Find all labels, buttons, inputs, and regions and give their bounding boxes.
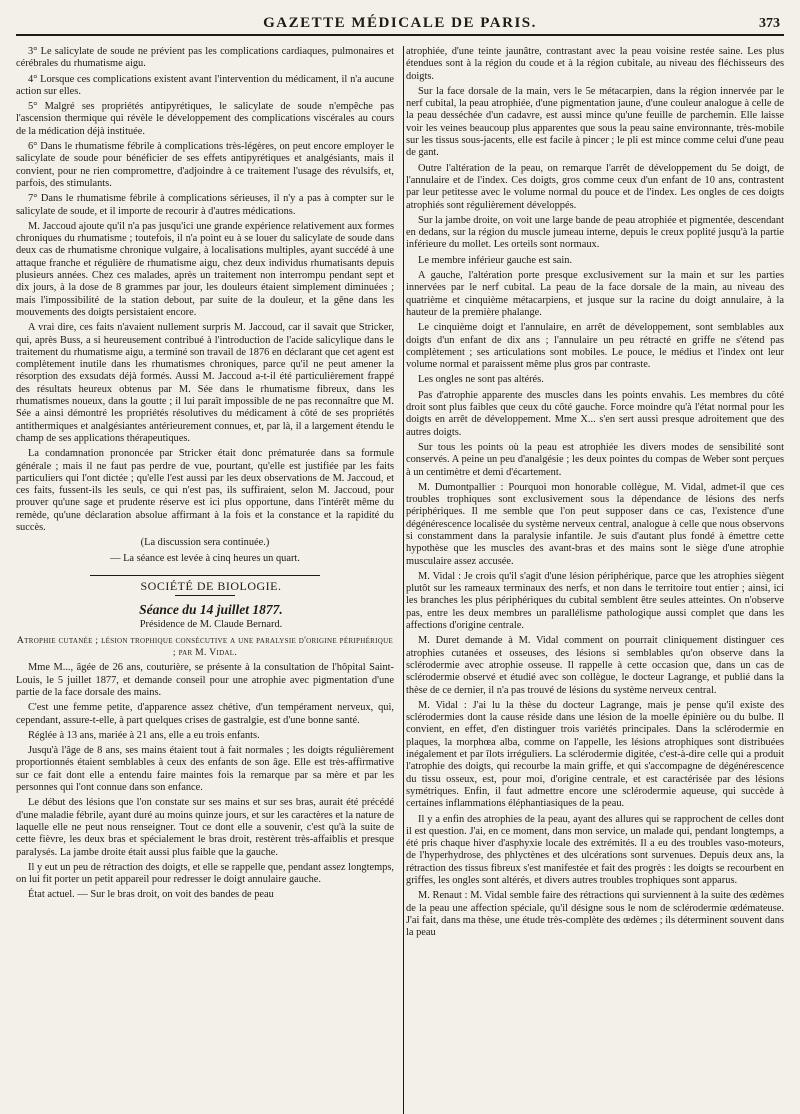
paragraph: Le début des lésions que l'on constate sur ses mains et sur ses bras, aurait été précédé d'une maladie fébrile, ayant duré au moins quinze jours, et sur les caractères et la nature de laquelle elle ne peut nous renseigner. Tout ce dont elle a souvenir, c'est qu'à la suite de cette fièvre, les deux bras et spécialement le bras droit, restèrent très-affaiblis et presque paralysés. La jambe droite était aussi plus faible que la gauche. (16, 797, 394, 858)
section-rule (90, 575, 320, 576)
paragraph: Il y eut un peu de rétraction des doigts, et elle se rappelle que, pendant assez longtemps, on lui fit porter un petit appareil pour redresser le doigt annulaire gauche. (16, 861, 394, 886)
paragraph: Jusqu'à l'âge de 8 ans, ses mains étaient tout à fait normales ; les doigts régulièrement proportionnés étaient semblables à ceux des enfants de son âge. Elle est très-affirmative sur ce fait dont elle a entendu faire maintes fois la remarque par sa mère et par les personnes qui l'ont connue dans son enfance. (16, 745, 394, 794)
paragraph: Le cinquième doigt et l'annulaire, en arrêt de développement, sont semblables aux doigts d'un enfant de dix ans ; l'annulaire un peu rétracté en griffe ne s'étend pas complètement ; ses articulations sont mobiles. Le pouce, le médius et l'index ont leur volume normal et paraissent même plus gros par contraste. (406, 322, 784, 371)
paragraph: C'est une femme petite, d'apparence assez chétive, d'un tempérament nerveux, qui, cependant, assure-t-elle, à part quelques crises de gastralgie, est d'une bonne santé. (16, 702, 394, 726)
paragraph: Mme M..., âgée de 26 ans, couturière, se présente à la consultation de l'hôpital Saint-Louis, le 5 juillet 1877, et demande conseil pour une atrophie avec pigmentation d'une partie de la face dorsale des mains. (16, 662, 394, 698)
paragraph: État actuel. — Sur le bras droit, on voit des bandes de peau (28, 889, 274, 901)
paragraph: Réglée à 13 ans, mariée à 21 ans, elle a eu trois enfants. (28, 729, 260, 741)
paragraph: 6° Dans le rhumatisme fébrile à complications très-légères, on peut encore employer le salicylate de soude pour bénéficier de ses effets antipyrétiques et analgésiants, mais il convient, pour ne rien compromettre, d'adjoindre à ce traitement l'usage des révulsifs, et, parfois, des stimulants. (16, 141, 394, 189)
paragraph: La condamnation prononcée par Stricker était donc prématurée dans sa formule générale ; mais il ne faut pas perdre de vue, pourtant, qu'elle est justifiée par les faits particuliers qui l'ont dictée ; qu'elle l'est aussi par les deux observations de M. Jaccoud, et ces faits, fussent-ils les seuls, ce qui n'est pas, ils suffiraient, selon M. Jaccoud, pour prouver qu'une sage et prudente réserve est ici plus opportune, dans l'intérêt même du remède, qu'une déclaration absolue affirmant à la fois et la constance et la rapidité du succès. (16, 448, 394, 533)
page-number: 373 (759, 16, 780, 31)
page-header (16, 6, 784, 36)
paragraph: Les ongles ne sont pas altérés. (418, 374, 544, 386)
paragraph: Sur la face dorsale de la main, vers le 5e métacarpien, dans la région innervée par le nerf cubital, la peau atrophiée, d'une pigmentation jaune, d'une couleur analogue à celle de la peau desséchée d'un cadavre, est aussi mince qu'une feuille de parchemin. Elle laisse voir les veines beaucoup plus apparentes que sous la peau saine environnante, très-mobile sur les tissus sous-jacents, elle est facile à pincer ; le pli est mince comme celui d'une peau de gant. (406, 85, 784, 159)
paragraph: 3° Le salicylate de soude ne prévient pas les complications cardiaques, pulmonaires et cérébrales du rhumatisme aigu. (16, 46, 394, 70)
paragraph: Outre l'altération de la peau, on remarque l'arrêt de développement du 5e doigt, de l'annulaire et de l'index. Ces doigts, gros comme ceux d'un enfant de 10 ans, contrastent par leur petitesse avec le volume normal du pouce et de l'index. Les ongles de ces doigts atrophiés sont régulièrement développés. (406, 162, 784, 211)
paragraph: M. Vidal : J'ai lu la thèse du docteur Lagrange, mais je pense qu'il existe des sclérodermies dont la cause réside dans une lésion de la moelle épinière ou du bulbe. Il convient, en effet, d'en distinguer trois variétés principales. Dans la sclérodermie en plaques, la morphœa alba, comme on l'appelle, les lésions atrophiques sont distribuées inégalement et par îlots irréguliers. La sclérodermie digitée, c'est-à-dire celle qui a produit l'atrophie des doigts, qui recourbe la main griffe, et qui s'accompagne de dégénérescence du tissu osseux, est, pour moi, d'origine centrale, et est caractérisée par des lésions symétriques. Enfin, il faut admettre encore une sclérodermie aqueuse, qui succède à certaines inflammations éléphantiasiques de la peau. (406, 699, 784, 810)
paragraph: Le membre inférieur gauche est sain. (418, 254, 573, 266)
right-column (406, 46, 784, 1114)
seance-closing: — La séance est levée à cinq heures un quart. (110, 552, 300, 564)
paragraph: 5° Malgré ses propriétés antipyrétiques, le salicylate de soude n'empêche pas l'ascension thermique qui révèle le développement des complications viscérales au cours de la médication déjà instituée. (16, 101, 394, 137)
presidence-line: Présidence de M. Claude Bernard. (139, 619, 283, 631)
society-heading: SOCIÉTÉ DE BIOLOGIE. (140, 578, 282, 593)
paragraph: M. Renaut : M. Vidal semble faire des rétractions qui surviennent à la suite des œdèmes de la peau une affection spéciale, qu'il désigne sous le nom de sclérodermie œdémateuse. J'ai fait, dans ma thèse, une étude très-complète des œdèmes ; ils déterminent souvent dans la peau (406, 890, 784, 939)
paragraph: M. Vidal : Je crois qu'il s'agit d'une lésion périphérique, parce que les atrophies siègent plutôt sur les rameaux terminaux des nerfs, et non dans le territoire tout entier ; ainsi, ici les branches les plus périphériques du cubital semblent être seules atteintes. On n'observe pas, entre les deux membres un parallélisme pathologique aussi complet que dans les affections d'origine centrale. (406, 570, 784, 632)
paragraph: Il y a enfin des atrophies de la peau, ayant des allures qui se rapprochent de celles dont il est question. J'ai, en ce moment, dans mon service, un malade qui, pendant longtemps, a été pris chaque hiver d'asphyxie locale des extrémités. Il a eu des troubles vaso-moteurs, de l'hyperhydrose, des phlyctènes et des ulcérations sont survenues. Depuis deux ans, la rétraction des tissus fibreux s'est manifestée et fait des progrès : les doigts se recourbent en griffes, les ongles sont altérés, et divers autres troubles trophiques sont apparus. (406, 813, 784, 886)
paragraph: M. Dumontpallier : Pourquoi mon honorable collègue, M. Vidal, admet-il que ces troubles trophiques sont exclusivement sous la dépendance de lésions des nerfs périphériques. Il me semble que l'on peut supposer dans ce cas, l'existence d'une dégénérescence localisée du système nerveux central, analogue à celle que nous observons si constamment dans la paralysie infantile. Je suis d'autant plus fondé à émettre cette hypothèse que les muscles des avant-bras et des mains sont le siège d'une atrophie musculaire assez accusée. (406, 481, 784, 567)
paragraph: Sur tous les points où la peau est atrophiée les divers modes de sensibilité sont conservés. A peine un peu d'analgésie ; les deux pointes du compas de Weber sont perçues à un centimètre et demi d'écartement. (406, 441, 784, 478)
session-title: Séance du 14 juillet 1877. (139, 602, 283, 618)
paragraph: 7° Dans le rhumatisme fébrile à complications sérieuses, il n'y a pas à compter sur le salicylate de soude, et il importe de recourir à d'autres médications. (16, 193, 394, 217)
article-title: Atrophie cutanée ; lésion trophique consécutive a une paralysie d'origine périphérique ; par M. Vidal. (16, 634, 394, 659)
text-columns (16, 46, 784, 1114)
paragraph: atrophiée, d'une teinte jaunâtre, contrastant avec la peau voisine restée saine. Les plus étendues sont à la région du coude et à la région cubitale, au niveau des fléchisseurs des doigts. (406, 46, 784, 82)
paragraph: Pas d'atrophie apparente des muscles dans les points envahis. Les membres du côté droit sont plus faibles que ceux du côté gauche. Force moindre qu'à l'état normal pour les doigts en arrêt de développement. Mme X... s'en sert aussi presque adroitement que des autres doigts. (406, 389, 784, 438)
column-divider (403, 46, 404, 1114)
paragraph: Sur la jambe droite, on voit une large bande de peau atrophiée et pigmentée, descendant en dedans, sur la région du muscle jumeau interne, depuis le creux poplité jusqu'à la partie inférieure du mollet. Les orteils sont normaux. (406, 214, 784, 251)
short-rule (175, 595, 235, 596)
journal-title: GAZETTE MÉDICALE DE PARIS. (263, 15, 537, 31)
discussion-note: (La discussion sera continuée.) (140, 537, 270, 549)
paragraph: A vrai dire, ces faits n'avaient nullement surpris M. Jaccoud, car il savait que Stricker, qui, après Buss, a si heureusement contribué à l'introduction de l'acide salicylique dans le traitement du rhumatisme aigu, a terminé son travail de 1876 en déclarant que cet agent est complètement inutile dans les rhumatismes chroniques, parce qu'il ne peut amener la résorption des exsudats déjà formés. Aussi M. Jaccoud a-t-il été particulièrement frappé des résultats heureux obtenus par M. Sée dans le rhumatisme fibreux, dans les rhumatismes noueux, dans la goutte ; il lui paraît impossible de ne pas reconnaître que M. Sée a ainsi démontré les propriétés résolutives du médicament à côté de ses propriétés antithermiques et analgésiantes antérieurement connues, et, par là, il a largement étendu le champ de ses applications thérapeutiques. (16, 322, 394, 444)
paragraph: A gauche, l'altération porte presque exclusivement sur la main et sur les parties innervées par le nerf cubital. La peau de la face dorsale de la main, au niveau des quatrième et cinquième métacarpiens, et jusque sur la racine du doigt annulaire, à la hauteur de la première phalange. (406, 270, 784, 318)
paragraph: 4° Lorsque ces complications existent avant l'intervention du médicament, il n'a aucune action sur elles. (16, 73, 394, 97)
paragraph: M. Jaccoud ajoute qu'il n'a pas jusqu'ici une grande expérience relativement aux formes chroniques du rhumatisme ; toutefois, il n'a point eu à se louer du salicylate de soude dans deux cas de rhumatisme chronique vulgaire, à localisations multiples, ayant succédé à une attaque franche et régulière de rhumatisme aigu, chez deux individus rhumatisants depuis plusieurs années. Chez ces malades, après un traitement non interrompu pendant sept et dix jours, à la dose de 8 grammes par jour, les douleurs étaient simplement diminuées ; mais l'impossibilité de la station debout, par suite de la douleur, et la gêne dans les mouvements des doigts persistaient encore. (16, 220, 394, 318)
left-column (16, 46, 394, 1114)
paragraph: M. Duret demande à M. Vidal comment on pourrait cliniquement distinguer ces atrophies cutanées et osseuses, des lésions si semblables qu'on observe dans la sclérodermie avec atrophie osseuse. Il rappelle à cette occasion que, dans un cas de sclérodermie observé et étudié avec son collègue, le docteur Lagrange, et publié dans la thèse de ce dernier, il n'a pas trouvé de lésions du système nerveux central. (406, 635, 784, 696)
